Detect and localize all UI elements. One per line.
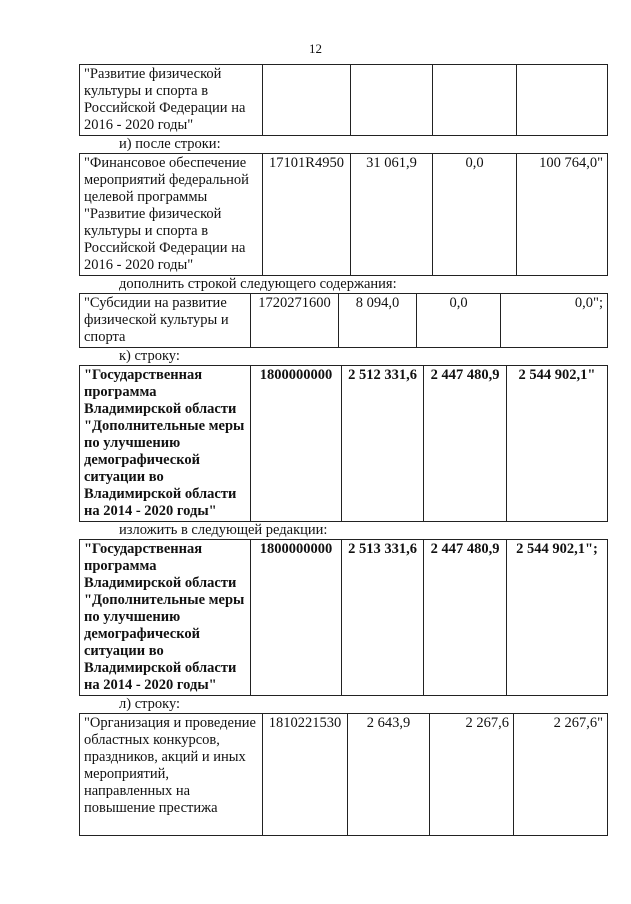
row-value-2: 2 447 480,9 [424, 366, 507, 522]
row-value-2: 2 267,6 [430, 714, 514, 836]
instruction-text: изложить в следующей редакции: [119, 522, 328, 538]
row-code: 1800000000 [251, 366, 342, 522]
row-name: "Субсидии на развитие физической культуры и спорта [80, 294, 251, 348]
row-value-1: 8 094,0 [339, 294, 417, 348]
row-value-1: 31 061,9 [351, 154, 433, 276]
row-value-2: 2 447 480,9 [424, 540, 507, 696]
row-code [263, 65, 351, 136]
instruction-text: л) строку: [119, 696, 181, 712]
budget-table-after-row [79, 153, 608, 276]
document-body [79, 64, 607, 836]
row-value-1: 2 513 331,6 [342, 540, 424, 696]
instruction-text: и) после строки: [119, 136, 221, 152]
row-value-2 [433, 65, 517, 136]
budget-table-new-row [79, 293, 608, 348]
instruction-text: дополнить строкой следующего содержания: [119, 276, 397, 292]
row-name: "Организация и проведение областных конкурсов, праздников, акций и иных мероприятий, направленных на повышение престижа [80, 714, 263, 836]
row-value-3: 2 267,6" [514, 714, 608, 836]
row-code: 1800000000 [251, 540, 342, 696]
row-name: "Государственная программа Владимирской области "Дополнительные меры по улучшению демографической ситуации во Владимирской области на 2014 - 2020 годы" [80, 366, 251, 522]
row-code: 1720271600 [251, 294, 339, 348]
row-value-3: 100 764,0" [517, 154, 608, 276]
budget-table-new-program-row [79, 539, 608, 696]
row-name: "Государственная программа Владимирской области "Дополнительные меры по улучшению демографической ситуации во Владимирской области на 2014 - 2020 годы" [80, 540, 251, 696]
table-row [80, 540, 608, 696]
table-row [80, 65, 608, 136]
row-value-1: 2 512 331,6 [342, 366, 424, 522]
instruction-text: к) строку: [119, 348, 180, 364]
row-code: 1810221530 [263, 714, 348, 836]
page-number: 12 [309, 41, 322, 56]
row-value-2: 0,0 [417, 294, 501, 348]
row-value-3: 2 544 902,1"; [507, 540, 608, 696]
row-code: 17101R4950 [263, 154, 351, 276]
row-value-3: 0,0"; [501, 294, 608, 348]
row-value-1 [351, 65, 433, 136]
row-value-2: 0,0 [433, 154, 517, 276]
table-row [80, 366, 608, 522]
row-name: "Развитие физической культуры и спорта в Российской Федерации на 2016 - 2020 годы" [80, 65, 263, 136]
row-value-3 [517, 65, 608, 136]
row-name: "Финансовое обеспечение мероприятий федеральной целевой программы "Развитие физической культуры и спорта в Российской Федерации на 2016 - 2020 годы" [80, 154, 263, 276]
row-value-3: 2 544 902,1" [507, 366, 608, 522]
table-row [80, 714, 608, 836]
budget-table-continuation [79, 64, 608, 136]
budget-table-events-row [79, 713, 608, 836]
budget-table-old-program-row [79, 365, 608, 522]
table-row [80, 294, 608, 348]
table-row [80, 154, 608, 276]
row-value-1: 2 643,9 [348, 714, 430, 836]
